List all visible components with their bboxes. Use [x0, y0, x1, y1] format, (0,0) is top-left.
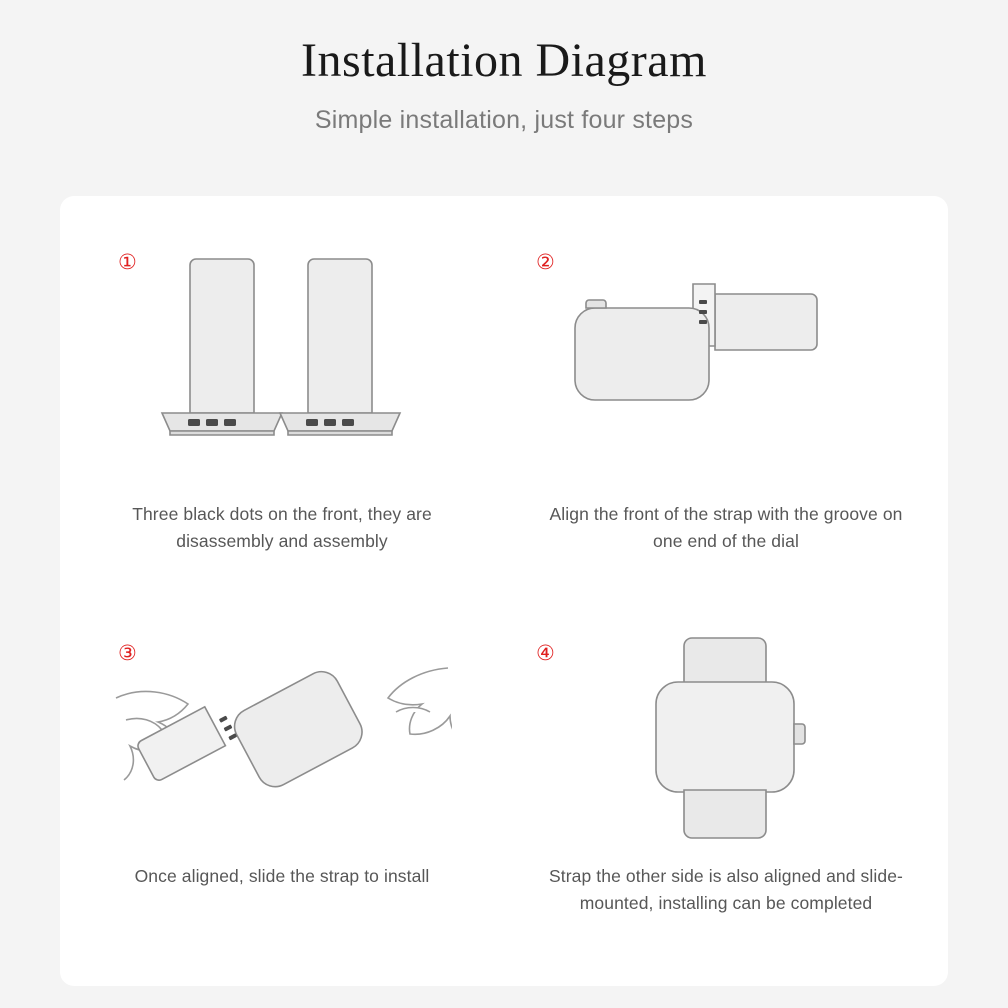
- steps-grid: [60, 196, 948, 986]
- step-2-number: ②: [536, 250, 555, 274]
- step-1-illustration: [60, 236, 504, 496]
- step-3: [60, 591, 504, 986]
- step-1: [60, 196, 504, 591]
- step-2-illustration: [504, 236, 948, 496]
- step-4-caption: Strap the other side is also aligned and slide-mounted, installing can be completed: [549, 866, 903, 914]
- page-title: Installation Diagram: [301, 34, 707, 87]
- step-2: [504, 196, 948, 591]
- step-4-number: ④: [536, 641, 555, 665]
- step-1-number: ①: [118, 250, 137, 274]
- step-3-caption: Once aligned, slide the strap to install: [134, 866, 430, 886]
- page-subtitle: Simple installation, just four steps: [314, 105, 694, 134]
- steps-card: [60, 196, 948, 986]
- step-4: [504, 591, 948, 986]
- step-4-illustration: [504, 627, 948, 857]
- step-2-caption: Align the front of the strap with the groove on one end of the dial: [549, 504, 903, 552]
- step-3-number: ③: [118, 641, 137, 665]
- step-3-illustration: [60, 627, 504, 857]
- step-1-caption: Three black dots on the front, they are disassembly and assembly: [132, 504, 432, 552]
